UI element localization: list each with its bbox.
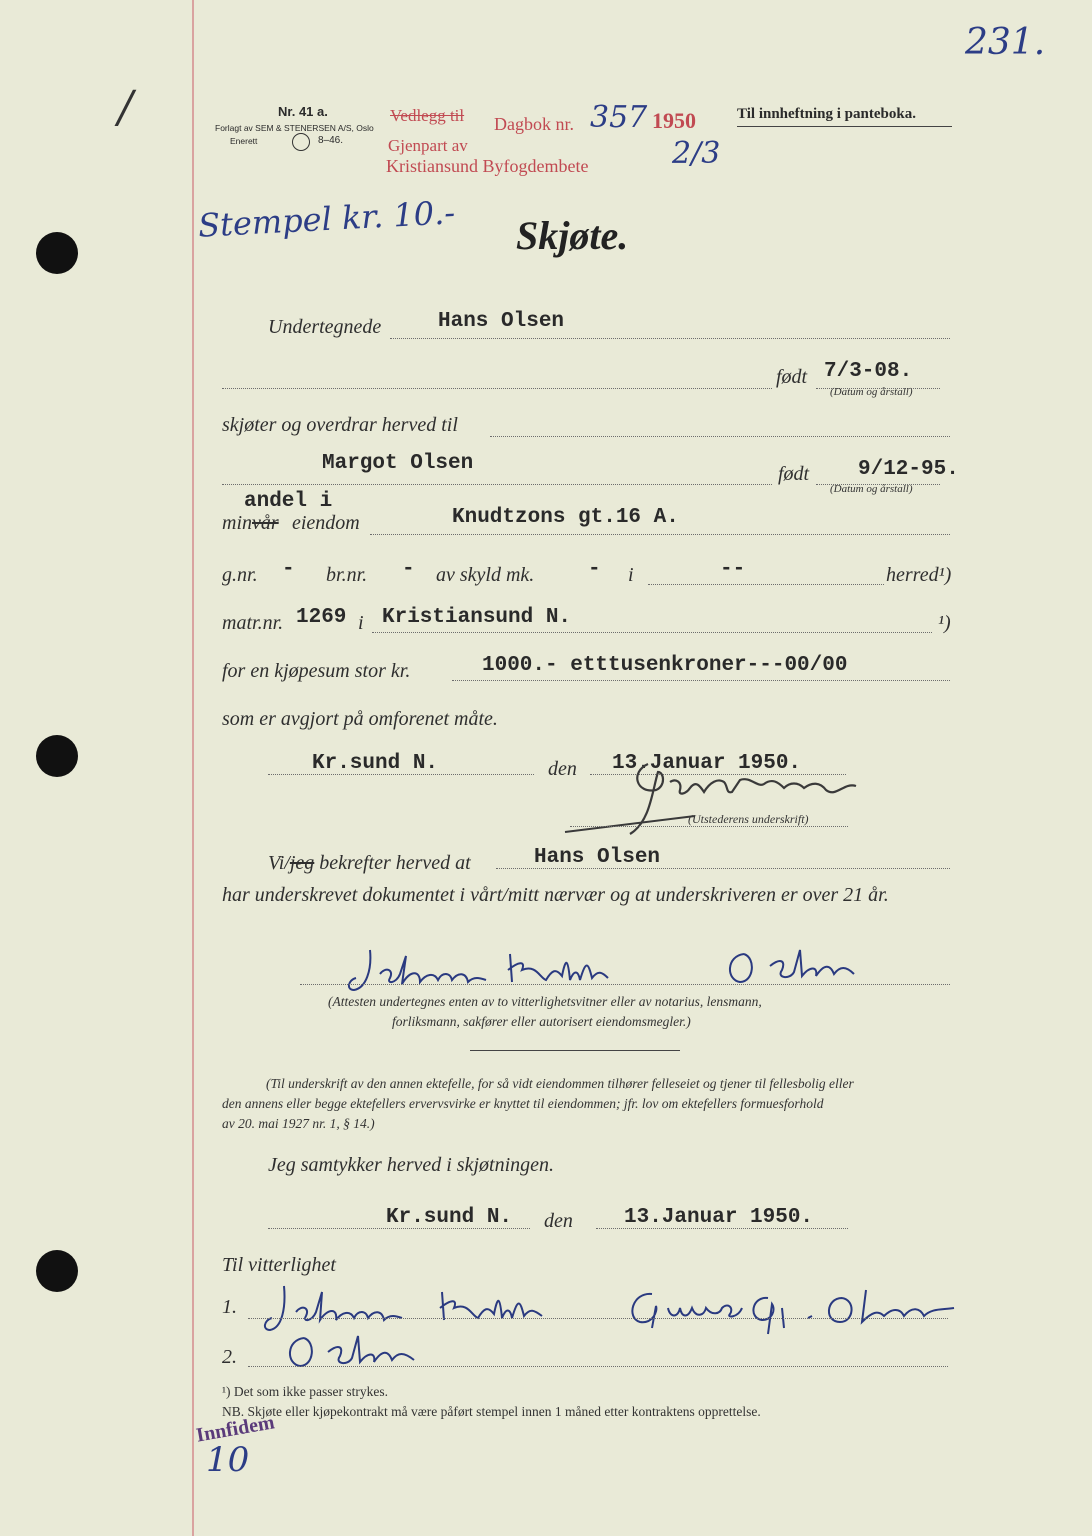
i-label: i — [628, 564, 634, 586]
herred-label: herred¹) — [886, 564, 952, 586]
matr-value: 1269 — [296, 606, 347, 629]
avgjort-text: som er avgjort på omforenet måte. — [222, 708, 498, 730]
skyld-value: - — [588, 558, 601, 581]
bottom-stamp-number: 10 — [206, 1440, 250, 1480]
dotted-rule — [648, 584, 884, 585]
dotted-rule — [372, 632, 932, 633]
min-text: min — [222, 512, 252, 534]
vi-text: Vi/ — [268, 852, 290, 874]
ektefelle-note-3: av 20. mai 1927 nr. 1, § 14.) — [222, 1116, 375, 1131]
margin-rule — [192, 0, 194, 1536]
bekrefter-value: Hans Olsen — [534, 846, 661, 869]
document-title: Skjøte. — [516, 213, 629, 258]
margin-mark: / — [118, 82, 133, 133]
dotted-rule — [222, 388, 772, 389]
date-1: 13.Januar 1950. — [612, 752, 802, 775]
witness-2-signature — [280, 1326, 450, 1381]
date-2: 13.Januar 1950. — [624, 1206, 814, 1229]
skyld-label: av skyld mk. — [436, 564, 535, 586]
kjop-value: 1000.- etttusenkroner---00/00 — [482, 654, 848, 677]
datum-caption: (Datum og årstall) — [830, 386, 913, 398]
attest-note-2: forliksmann, sakfører eller autorisert eiendomsmegler.) — [392, 1014, 691, 1029]
undertegnede-label: Undertegnede — [268, 316, 382, 338]
punch-hole — [36, 735, 78, 777]
min-var-label — [222, 512, 279, 535]
den-label: den — [548, 758, 577, 780]
underskrevet-text: har underskrevet dokumentet i vårt/mitt nærvær og at underskriveren er over 21 år. — [222, 884, 889, 906]
dotted-rule — [596, 1228, 848, 1229]
herred-value: -- — [720, 558, 746, 581]
dotted-rule — [452, 680, 950, 681]
samtykker-text: Jeg samtykker herved i skjøtningen. — [268, 1154, 555, 1176]
right-header-note: Til innheftning i panteboka. — [737, 106, 916, 122]
bottom-stamp: Innfidem — [194, 1411, 277, 1447]
publisher-enerett: Enerett — [230, 136, 258, 146]
jeg-struck: jeg — [289, 852, 315, 874]
matr-i: i — [358, 612, 364, 634]
punch-hole — [36, 1250, 78, 1292]
vitterlighet-label: Til vitterlighet — [222, 1254, 336, 1276]
utsteder-signature — [600, 752, 880, 847]
gnr-label: g.nr. — [222, 564, 258, 586]
gnr-value: - — [282, 558, 295, 581]
form-number: Nr. 41 a. — [278, 104, 328, 119]
place-2: Kr.sund N. — [386, 1206, 513, 1229]
dotted-rule — [490, 436, 950, 437]
recipient-value: Margot Olsen — [322, 452, 474, 475]
fodt-label-2: født — [778, 463, 810, 485]
dotted-rule — [248, 1366, 948, 1367]
stempel-note: Stempel kr. 10.- — [197, 193, 456, 245]
den-2-label: den — [544, 1210, 573, 1232]
bekrefter-rest: bekrefter herved at — [319, 852, 471, 874]
brnr-label: br.nr. — [326, 564, 368, 586]
stamp-vedlegg: Vedlegg til — [390, 106, 465, 125]
dotted-rule — [390, 338, 950, 339]
var-struck: vår — [252, 512, 279, 534]
utsteder-caption: (Utstederens underskrift) — [688, 812, 809, 826]
dotted-rule — [300, 984, 950, 985]
ektefelle-note-2: den annens eller begge ektefellers ervervsvirke er knyttet til eiendommen; jfr. lov om ektefellers formuesforhold — [222, 1096, 824, 1111]
spouse-signature — [622, 1278, 982, 1343]
bekrefter-label — [268, 852, 471, 875]
fodt-1-value: 7/3-08. — [824, 360, 913, 383]
datum-caption-2: (Datum og årstall) — [830, 483, 913, 495]
matr-label: matr.nr. — [222, 612, 284, 634]
dotted-rule — [370, 534, 950, 535]
witness-signature-2 — [720, 936, 880, 1001]
matr-end: ¹) — [938, 612, 951, 634]
eiendom-label: eiendom — [292, 512, 360, 534]
dagbok-year: 1950 — [652, 108, 696, 133]
dotted-rule — [268, 1228, 530, 1229]
stamp-office: Kristiansund Byfogdembete — [386, 156, 589, 176]
andel-insert: andel i — [244, 490, 333, 513]
footnote-1: ¹) Det som ikke passer strykes. — [222, 1384, 389, 1399]
eiendom-value: Knudtzons gt.16 A. — [452, 506, 679, 529]
dotted-rule — [496, 868, 950, 869]
dotted-rule — [268, 774, 534, 775]
page-number: 231. — [965, 22, 1046, 63]
attest-note-1: (Attesten undertegnes enten av to vitterlighetsvitner eller av notarius, lensmann, — [328, 994, 762, 1009]
stamp-dagbok: Dagbok nr. — [494, 114, 574, 134]
publisher-date: 8–46. — [318, 135, 344, 146]
undertegnede-value: Hans Olsen — [438, 310, 565, 333]
fodt-2-value: 9/12-95. — [858, 458, 959, 481]
witness-1-number: 1. — [222, 1296, 237, 1318]
header-rule — [737, 126, 952, 127]
publisher-line: Forlagt av SEM & STENERSEN A/S, Oslo — [215, 123, 374, 133]
witness-2-number: 2. — [222, 1346, 237, 1368]
footnote-2: NB. Skjøte eller kjøpekontrakt må være påført stempel innen 1 måned etter kontraktens opprettelse. — [222, 1404, 761, 1419]
fodt-label: født — [776, 366, 808, 388]
ektefelle-note-1: (Til underskrift av den annen ektefelle, for så vidt eiendommen tilhører felleseiet og tjener til fellesbolig eller — [266, 1076, 854, 1091]
dotted-rule — [248, 1318, 948, 1319]
dagbok-number: 357 — [590, 100, 648, 135]
kjop-label: for en kjøpesum stor kr. — [222, 660, 411, 682]
skjoter-label: skjøter og overdrar herved til — [222, 414, 458, 436]
separator-rule — [470, 1050, 680, 1051]
stamp-gjenpart: Gjenpart av — [388, 136, 468, 155]
dotted-rule — [222, 484, 772, 485]
publisher-logo-icon — [292, 133, 310, 151]
punch-hole — [36, 232, 78, 274]
dagbok-date: 2/3 — [672, 136, 721, 171]
matr-place: Kristiansund N. — [382, 606, 572, 629]
place-1: Kr.sund N. — [312, 752, 439, 775]
brnr-value: - — [402, 558, 415, 581]
